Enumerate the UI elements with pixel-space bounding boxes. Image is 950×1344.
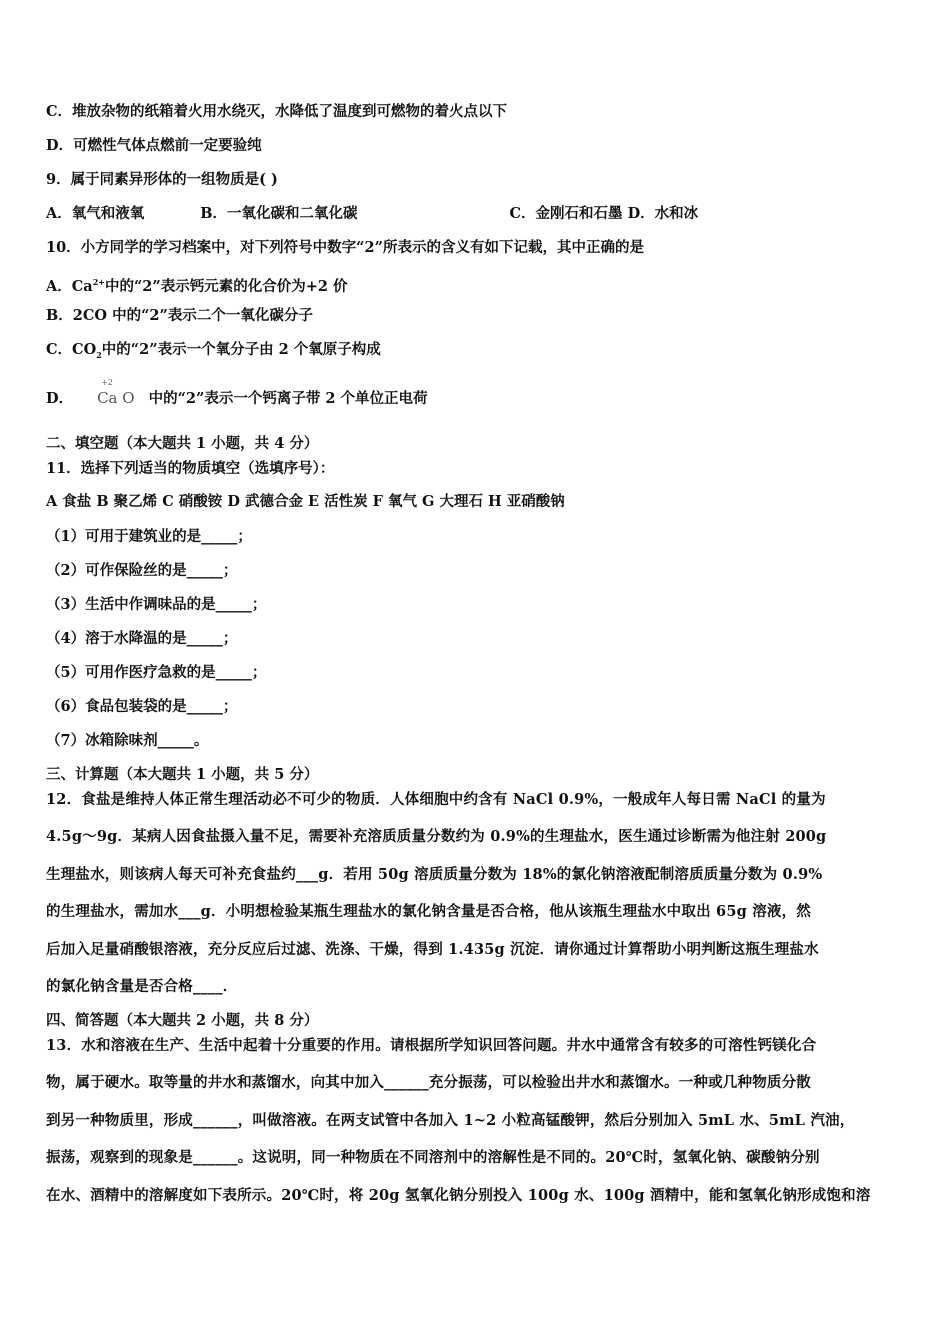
q10-option-b: B．2CO 中的“2”表示二个一氧化碳分子 bbox=[46, 307, 313, 324]
q13-line-3: 到另一种物质里，形成______，叫做溶液。在两支试管中各加入 1~2 小粒高锰酸钾，然后分别加入 5mL 水、5mL 汽油， bbox=[46, 1112, 855, 1129]
q11-item-7: （7）冰箱除味剂_____。 bbox=[46, 732, 209, 749]
q10-d-pre: D． bbox=[46, 390, 74, 407]
q10-option-d bbox=[46, 378, 428, 409]
q10-c-post: 中的“2”表示一个氧分子由 2 个氧原子构成 bbox=[101, 341, 381, 358]
q9-option-b: B．一氧化碳和二氧化碳 bbox=[200, 205, 358, 222]
section-2-heading: 二、填空题（本大题共 1 小题，共 4 分） bbox=[46, 435, 319, 452]
q10-a-superscript: 2+ bbox=[92, 277, 105, 287]
cao-valence-mark: +2 bbox=[101, 378, 113, 387]
section-4-heading: 四、简答题（本大题共 2 小题，共 8 分） bbox=[46, 1012, 319, 1029]
q11-item-2: （2）可作保险丝的是_____； bbox=[46, 562, 238, 579]
option-d-line: D．可燃性气体点燃前一定要验纯 bbox=[46, 137, 262, 154]
option-c-line: C．堆放杂物的纸箱着火用水绕灭，水降低了温度到可燃物的着火点以下 bbox=[46, 103, 508, 120]
q11-item-1: （1）可用于建筑业的是_____； bbox=[46, 528, 252, 545]
q11-item-6: （6）食品包装袋的是_____； bbox=[46, 698, 238, 715]
q12-line-5: 后加入足量硝酸银溶液，充分反应后过滤、洗涤、干燥，得到 1.435g 沉淀．请你通过计算帮助小明判断这瓶生理盐水 bbox=[46, 941, 819, 958]
q13-line-4: 振荡，观察到的现象是______。这说明，同一种物质在不同溶剂中的溶解性是不同的。20℃时，氢氧化钠、碳酸钠分别 bbox=[46, 1149, 820, 1166]
q12-line-3: 生理盐水，则该病人每天可补充食盐约___g．若用 50g 溶质质量分数为 18%的氯化钠溶液配制溶质质量分数为 0.9% bbox=[46, 866, 823, 883]
q12-line-6: 的氯化钠含量是否合格____． bbox=[46, 978, 238, 995]
q13-line-2: 物，属于硬水。取等量的井水和蒸馏水，向其中加入______充分振荡，可以检验出井水和蒸馏水。一种或几种物质分散 bbox=[46, 1074, 811, 1091]
q12-line-4: 的生理盐水，需加水___g．小明想检验某瓶生理盐水的氯化钠含量是否合格，他从该瓶生理盐水中取出 65g 溶液，然 bbox=[46, 903, 811, 920]
q10-option-a bbox=[46, 272, 348, 297]
q10-a-post: 中的“2”表示钙元素的化合价为+2 价 bbox=[104, 277, 348, 295]
question-11: 11．选择下列适当的物质填空（选填序号）： bbox=[46, 460, 335, 477]
section-3-heading: 三、计算题（本大题共 1 小题，共 5 分） bbox=[46, 766, 319, 783]
q13-line-1: 13．水和溶液在生产、生活中起着十分重要的作用。请根据所学知识回答问题。井水中通常含有较多的可溶性钙镁化合 bbox=[46, 1037, 817, 1054]
question-10: 10．小方同学的学习档案中，对下列符号中数字“2”所表示的含义有如下记载，其中正确的是 bbox=[46, 239, 644, 256]
q10-d-post: 中的“2”表示一个钙离子带 2 个单位正电荷 bbox=[148, 390, 428, 407]
cao-valence-formula bbox=[97, 378, 135, 408]
q10-option-c bbox=[46, 340, 381, 365]
q9-option-a: A．氧气和液氧 bbox=[46, 205, 145, 222]
q13-line-5: 在水、酒精中的溶解度如下表所示。20℃时，将 20g 氢氧化钠分别投入 100g 水、100g 酒精中，能和氢氧化钠形成饱和溶 bbox=[46, 1187, 871, 1204]
q11-options: A 食盐 B 聚乙烯 C 硝酸铵 D 武德合金 E 活性炭 F 氧气 G 大理石 H 亚硝酸钠 bbox=[46, 493, 565, 510]
cao-formula: Ca O bbox=[97, 389, 135, 407]
q10-a-pre: A．Ca bbox=[46, 277, 93, 295]
q11-item-5: （5）可用作医疗急救的是_____； bbox=[46, 664, 267, 681]
q12-line-1: 12．食盐是维持人体正常生理活动必不可少的物质．人体细胞中约含有 NaCl 0.9%，一般成年人每日需 NaCl 的量为 bbox=[46, 791, 826, 808]
q10-c-subscript: 2 bbox=[96, 349, 102, 360]
q10-c-pre: C．CO bbox=[46, 341, 97, 358]
question-9-options bbox=[46, 204, 698, 224]
q11-item-3: （3）生活中作调味品的是_____； bbox=[46, 596, 267, 613]
q12-line-2: 4.5g～9g．某病人因食盐摄入量不足，需要补充溶质质量分数约为 0.9%的生理盐水，医生通过诊断需为他注射 200g bbox=[46, 828, 827, 845]
q9-option-cd: C．金刚石和石墨 D．水和冰 bbox=[509, 205, 699, 222]
q11-item-4: （4）溶于水降温的是_____； bbox=[46, 630, 238, 647]
question-9: 9．属于同素异形体的一组物质是( ) bbox=[46, 171, 278, 188]
